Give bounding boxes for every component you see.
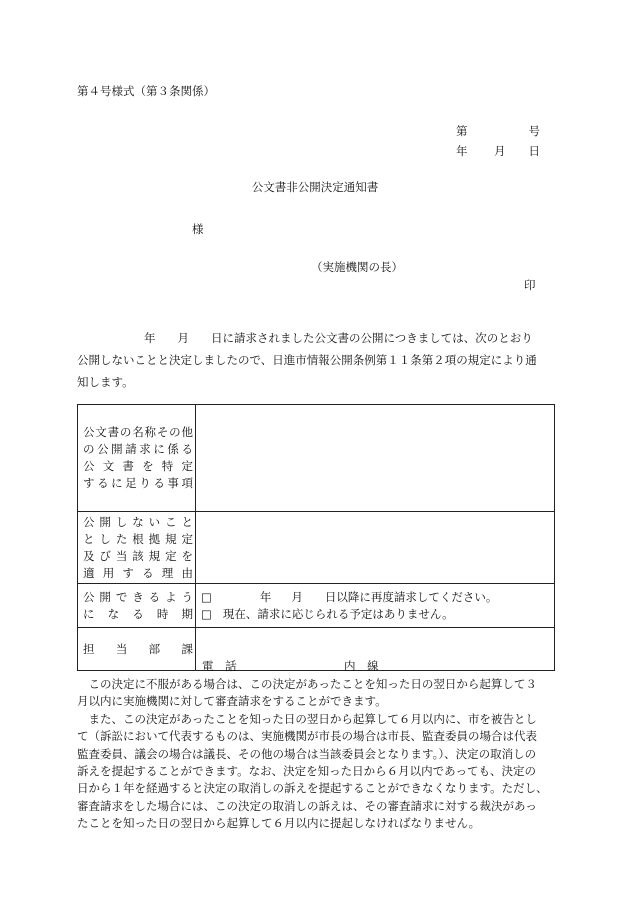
extension-label: 内 線 bbox=[344, 659, 379, 673]
notice-line: この決定に不服がある場合は、この決定があったことを知った日の翌日から起算して３ bbox=[77, 677, 537, 691]
body-text bbox=[77, 327, 553, 393]
label-line: 担当部課 bbox=[83, 641, 193, 656]
body-year: 年 bbox=[144, 331, 156, 345]
label-disclosure-timing bbox=[83, 589, 193, 623]
notice-line: 訴えを提起することができます。なお、決定を知った日から６月以内であっても、決定の bbox=[77, 764, 536, 779]
checkbox-icon[interactable]: □ bbox=[201, 589, 212, 604]
non-disclosure-reason-field[interactable] bbox=[196, 512, 555, 584]
document-number-prefix: 第 bbox=[456, 124, 468, 138]
option-year: 年 bbox=[259, 589, 272, 604]
date-year: 年 bbox=[456, 144, 468, 158]
table-label-cell bbox=[78, 584, 196, 628]
option-month: 月 bbox=[291, 589, 303, 604]
label-line: するに足りる事項 bbox=[83, 476, 193, 490]
notice-line: たことを知った日の翌日から起算して６月以内に提起しなければなりません。 bbox=[77, 816, 481, 831]
telephone-label: 電 話 bbox=[202, 659, 237, 673]
body-line-1-rest: 日に請求されました公文書の公開につきましては、次のとおり bbox=[211, 331, 533, 345]
appeal-notice bbox=[77, 676, 555, 833]
body-month: 月 bbox=[177, 331, 189, 345]
document-number-suffix: 号 bbox=[528, 124, 540, 138]
timing-option-1 bbox=[201, 589, 554, 606]
date-day: 日 bbox=[528, 144, 540, 158]
seal-mark: 印 bbox=[524, 278, 536, 292]
document-title: 公文書非公開決定通知書 bbox=[251, 180, 379, 194]
label-line: 公開しないこと bbox=[83, 514, 193, 529]
label-non-disclosure-reason bbox=[83, 514, 193, 582]
date-month: 月 bbox=[494, 144, 506, 158]
notice-line: 審査請求をした場合には、この決定の取消しの訴えは、その審査請求に対する裁決があっ bbox=[77, 798, 537, 813]
table-row bbox=[78, 584, 555, 628]
label-line: 適用する理由 bbox=[83, 565, 193, 580]
table-label-cell bbox=[78, 628, 196, 671]
details-table bbox=[77, 404, 555, 671]
body-line-2: 公開しないことと決定しましたので、日進市情報公開条例第１１条第２項の規定により通 bbox=[77, 353, 537, 367]
addressee-suffix: 様 bbox=[192, 222, 204, 236]
department-field[interactable] bbox=[196, 628, 555, 671]
label-line: の公開請求に係る bbox=[83, 442, 193, 456]
disclosure-timing-options bbox=[196, 584, 555, 628]
table-label-cell bbox=[78, 512, 196, 584]
document-identification-field[interactable] bbox=[196, 405, 555, 512]
option-2-text: 現在、請求に応じられる予定はありません。 bbox=[222, 606, 454, 621]
body-line-3: 知します。 bbox=[77, 375, 134, 389]
label-document-identification bbox=[83, 424, 193, 492]
body-line-1 bbox=[77, 327, 553, 349]
agency-head: （実施機関の長） bbox=[311, 260, 403, 274]
label-line: 公文書の名称その他 bbox=[83, 425, 193, 439]
label-line: になる時期 bbox=[83, 606, 193, 621]
notice-line: て（訴訟において代表するものは、実施機関が市長の場合は市長、監査委員の場合は代表 bbox=[77, 729, 537, 744]
label-line: 公開できるよう bbox=[83, 589, 193, 604]
notice-line: また、この決定があったことを知った日の翌日から起算して６月以内に、市を被告とし bbox=[77, 711, 537, 726]
checkbox-icon[interactable]: □ bbox=[201, 606, 212, 621]
option-1-text: 日以降に再度請求してください。 bbox=[324, 589, 498, 604]
timing-option-2 bbox=[201, 606, 554, 623]
label-line: 公文書を特定 bbox=[83, 459, 193, 473]
form-number: 第４号様式（第３条関係） bbox=[77, 84, 215, 98]
table-row bbox=[78, 405, 555, 512]
label-line: とした根拠規定 bbox=[83, 531, 193, 546]
notice-line: 日から１年を経過すると決定の取消しの訴えを提起することができなくなります。ただし、 bbox=[77, 781, 548, 796]
label-line: 及び当該規定を bbox=[83, 548, 193, 563]
notice-line: 月以内に実施機関に対して審査請求をすることができます。 bbox=[77, 694, 387, 709]
notice-line: 監査委員、議会の場合は議長、その他の場合は当該委員会となります。）、決定の取消しの bbox=[77, 746, 537, 761]
table-row bbox=[78, 512, 555, 584]
label-department bbox=[83, 641, 193, 658]
table-row bbox=[78, 628, 555, 671]
table-label-cell bbox=[78, 405, 196, 512]
